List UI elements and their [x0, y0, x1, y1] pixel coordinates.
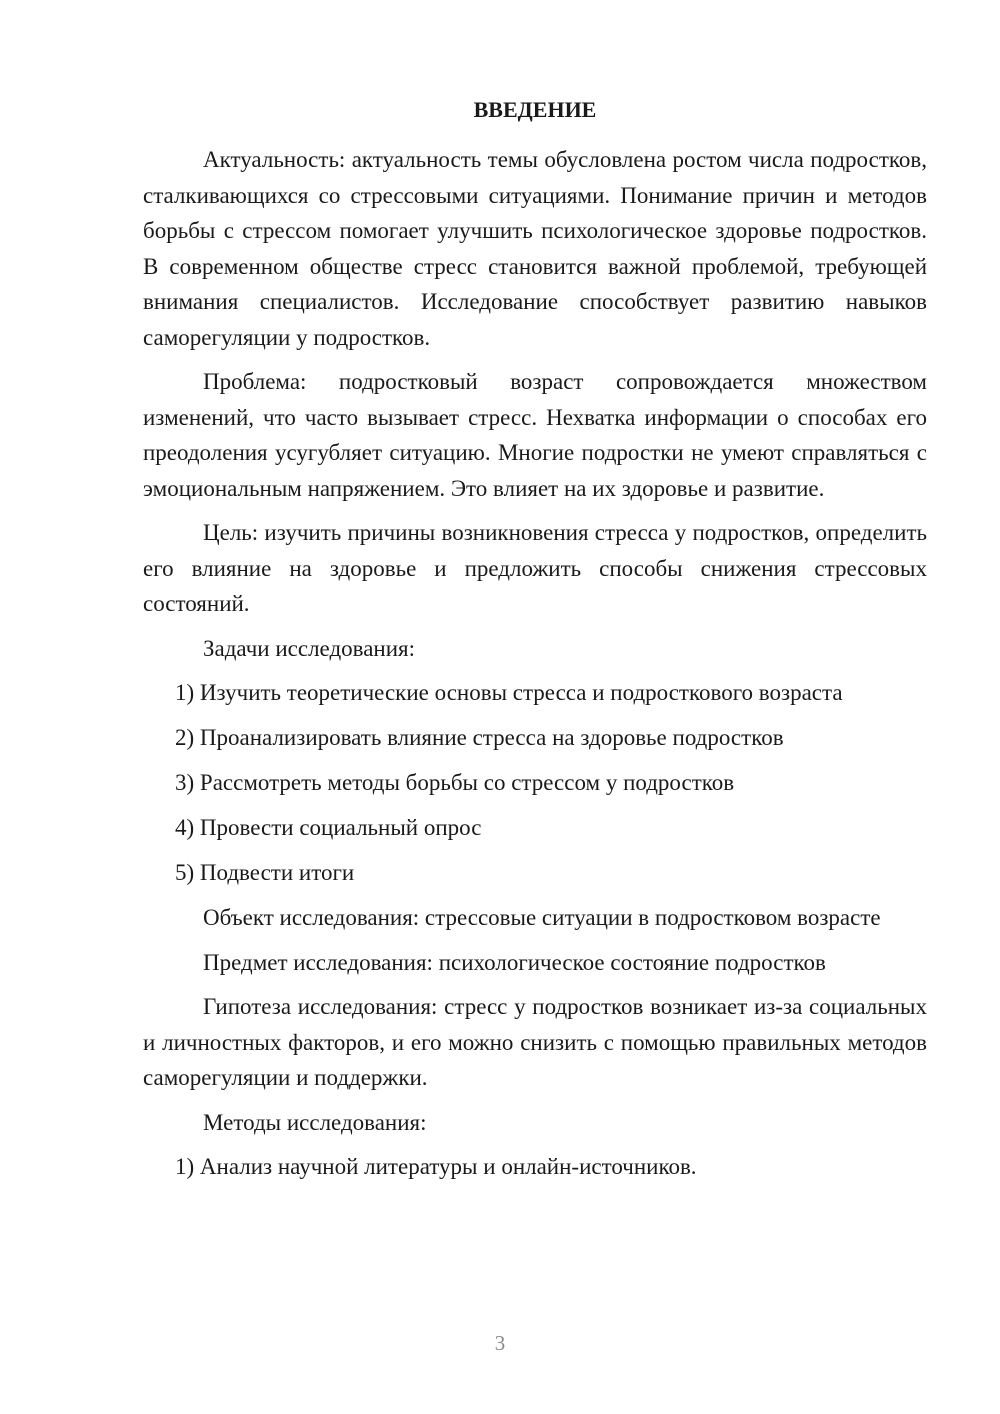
task-item: 4) Провести социальный опрос [175, 815, 482, 840]
page-number: 3 [494, 1331, 506, 1355]
subject-paragraph: Предмет исследования: психологическое состояние подростков [203, 949, 826, 975]
goal-paragraph: Цель: изучить причины возникновения стресса у подростков, определить его влияние на здоровье и предложить способы снижения стрессовых состояний. [143, 520, 927, 616]
task-item: 1) Изучить теоретические основы стресса и подросткового возраста [175, 680, 843, 705]
method-item: 1) Анализ научной литературы и онлайн-источников. [175, 1154, 697, 1179]
tasks-heading: Задачи исследования: [203, 635, 416, 661]
hypothesis-paragraph: Гипотеза исследования: стресс у подростков возникает из-за социальных и личностных факторов, и его можно снизить с помощью правильных методов саморегуляции и поддержки. [143, 994, 927, 1090]
methods-heading: Методы исследования: [203, 1109, 427, 1135]
problem-paragraph: Проблема: подростковый возраст сопровождается множеством изменений, что часто вызывает стресс. Нехватка информации о способах его преодоления усугубляет ситуацию. Многие подростки не умеют справляться с эмоциональным напряжением. Это влияет на их здоровье и развитие. [143, 369, 927, 501]
relevance-paragraph: Актуальность: актуальность темы обусловлена ростом числа подростков, сталкивающихся со стрессовыми ситуациями. Понимание причин и методов борьбы с стрессом помогает улучшить психологическое здоровье подростков. В современном обществе стресс становится важной проблемой, требующей внимания специалистов. Исследование способствует развитию навыков саморегуляции у подростков. [143, 147, 927, 350]
object-paragraph: Объект исследования: стрессовые ситуации в подростковом возрасте [203, 905, 881, 930]
task-item: 5) Подвести итоги [175, 860, 355, 885]
methods-list [143, 1149, 927, 1185]
task-item: 2) Проанализировать влияние стресса на здоровье подростков [175, 725, 784, 750]
section-title: ВВЕДЕНИЕ [473, 97, 597, 122]
page-content [143, 92, 927, 1194]
tasks-list [143, 675, 927, 891]
task-item: 3) Рассмотреть методы борьбы со стрессом у подростков [175, 770, 735, 795]
